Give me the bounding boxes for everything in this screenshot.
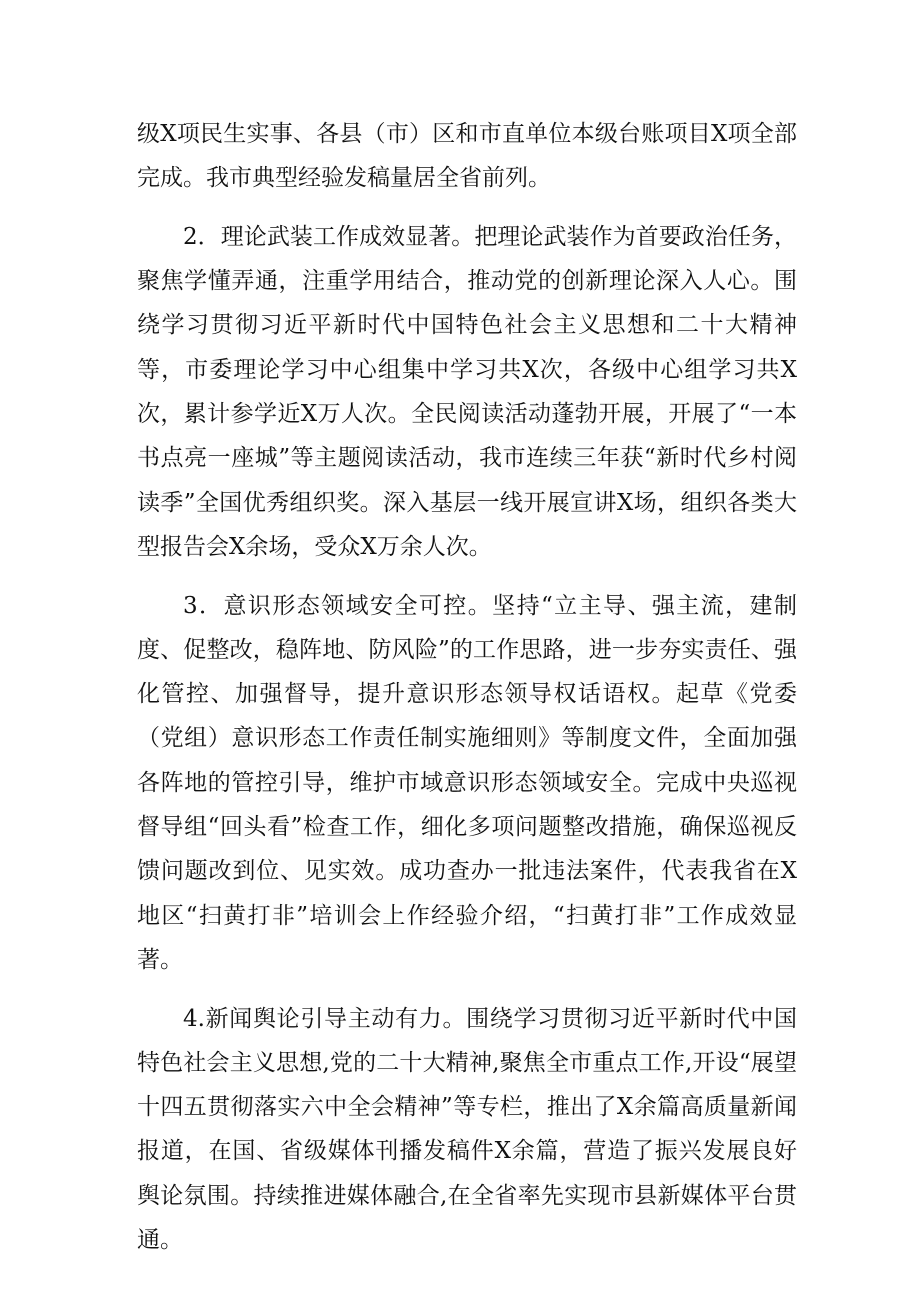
document-body	[137, 112, 797, 1277]
paragraph-theory-armament: 2．理论武装工作成效显著。把理论武装作为首要政治任务，聚焦学懂弄通，注重学用结合，推动党的创新理论深入人心。围绕学习贯彻习近平新时代中国特色社会主义思想和二十大精神等，市委理论学习中心组集中学习共X次，各级中心组学习共X次，累计参学近X万人次。全民阅读活动蓬勃开展，开展了“一本书点亮一座城”等主题阅读活动，我市连续三年获“新时代乡村阅读季”全国优秀组织奖。深入基层一线开展宣讲X场，组织各类大型报告会X余场，受众X万余人次。	[137, 223, 797, 560]
paragraph-continuation: 级X项民生实事、各县（市）区和市直单位本级台账项目X项全部完成。我市典型经验发稿量居全省前列。	[137, 121, 797, 192]
paragraph-news-guidance: 4.新闻舆论引导主动有力。围绕学习贯彻习近平新时代中国特色社会主义思想,党的二十大精神,聚焦全市重点工作,开设“展望十四五贯彻落实六中全会精神”等专栏，推出了X余篇高质量新闻报道，在国、省级媒体刊播发稿件X余篇，营造了振兴发展良好舆论氛围。持续推进媒体融合,在全省率先实现市县新媒体平台贯通。	[137, 1005, 797, 1254]
paragraph-ideology-security: 3．意识形态领域安全可控。坚持“立主导、强主流，建制度、促整改，稳阵地、防风险”的工作思路，进一步夯实责任、强化管控、加强督导，提升意识形态领导权话语权。起草《党委（党组）意识形态工作责任制实施细则》等制度文件，全面加强各阵地的管控引导，维护市域意识形态领域安全。完成中央巡视督导组“回头看”检查工作，细化多项问题整改措施，确保巡视反馈问题改到位、见实效。成功查办一批违法案件，代表我省在X地区“扫黄打非”培训会上作经验介绍，“扫黄打非”工作成效显著。	[137, 592, 797, 973]
